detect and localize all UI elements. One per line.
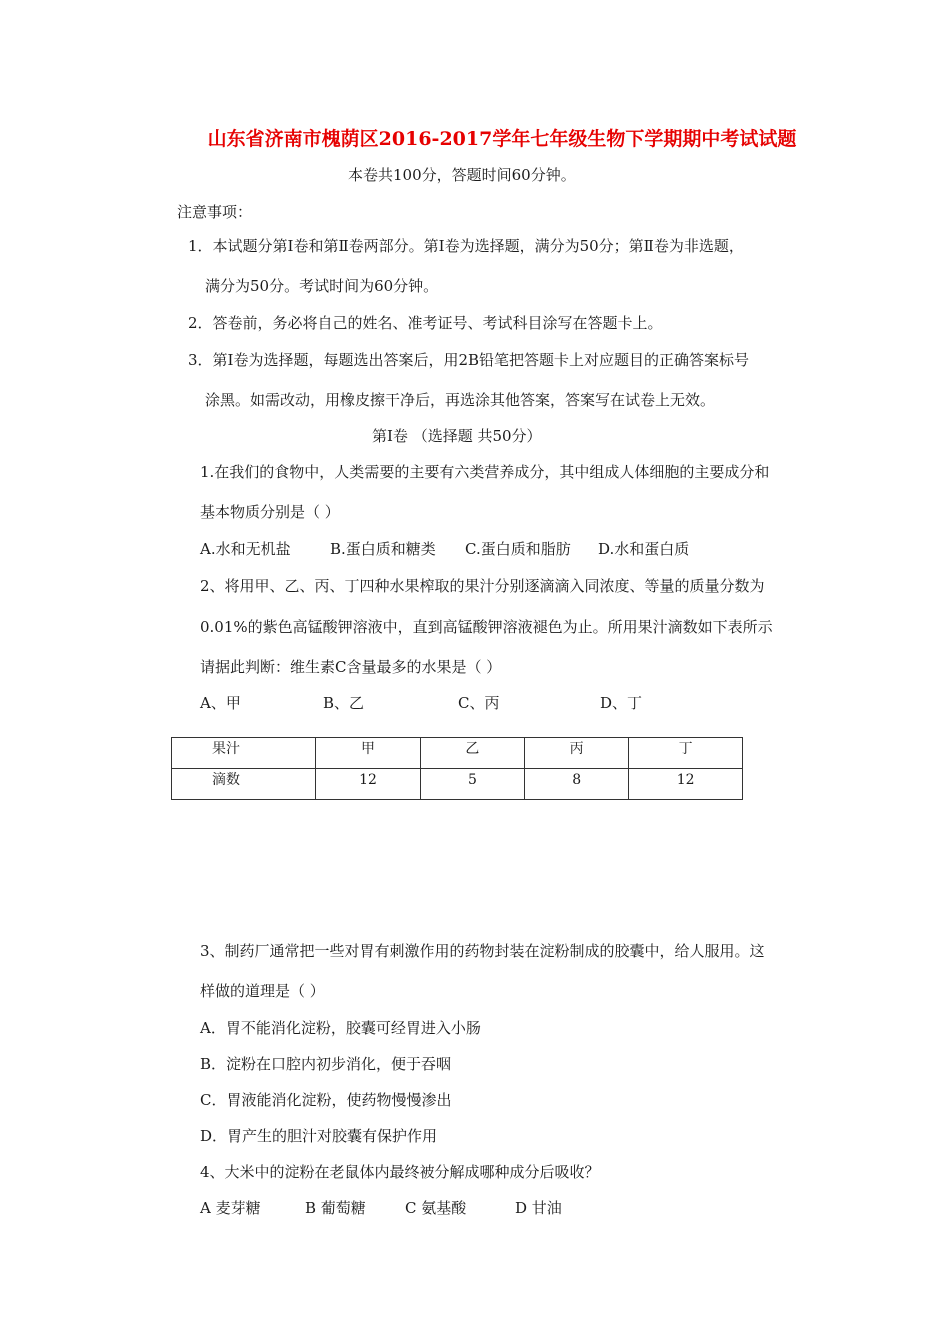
table-header-row xyxy=(172,738,743,769)
q2-option-b: B、乙 xyxy=(323,694,365,712)
notice-item-1-cont: 满分为50分。考试时间为60分钟。 xyxy=(205,277,439,295)
q3-option-a: A．胃不能消化淀粉，胶囊可经胃进入小肠 xyxy=(200,1019,481,1037)
notice-item-1: 1．本试题分第Ⅰ卷和第Ⅱ卷两部分。第Ⅰ卷为选择题，满分为50分；第Ⅱ卷为非选题， xyxy=(188,237,744,255)
q4-option-c: C 氨基酸 xyxy=(405,1199,467,1217)
q2-line-1: 2、将用甲、乙、丙、丁四种水果榨取的果汁分别逐滴滴入同浓度、等量的质量分数为 xyxy=(200,577,765,595)
notice-item-2: 2．答卷前，务必将自己的姓名、准考证号、考试科目涂写在答题卡上。 xyxy=(188,314,663,332)
q3-option-d: D．胃产生的胆汁对胶囊有保护作用 xyxy=(200,1127,438,1145)
section-title: 第Ⅰ卷 （选择题 共50分） xyxy=(372,427,542,445)
table-cell: 12 xyxy=(629,769,743,800)
q3-option-c: C．胃液能消化淀粉，使药物慢慢渗出 xyxy=(200,1091,452,1109)
table-header-cell: 甲 xyxy=(316,738,421,769)
table-header-cell: 丁 xyxy=(629,738,743,769)
table-cell: 8 xyxy=(525,769,629,800)
q1-option-b: B.蛋白质和糖类 xyxy=(330,540,436,558)
q1-line-1: 1.在我们的食物中，人类需要的主要有六类营养成分，其中组成人体细胞的主要成分和 xyxy=(200,463,770,481)
page-title: 山东省济南市槐荫区2016-2017学年七年级生物下学期期中考试试题 xyxy=(207,128,797,150)
q1-line-2: 基本物质分别是（ ） xyxy=(200,503,340,521)
subtitle: 本卷共100分，答题时间60分钟。 xyxy=(348,166,576,184)
q2-option-d: D、丁 xyxy=(600,694,643,712)
table-header-cell: 乙 xyxy=(420,738,524,769)
fruit-juice-table xyxy=(171,737,743,800)
table-header-cell: 丙 xyxy=(525,738,629,769)
notice-item-3-cont: 涂黑。如需改动，用橡皮擦干净后，再选涂其他答案，答案写在试卷上无效。 xyxy=(205,391,716,409)
q2-line-2: 0.01%的紫色高锰酸钾溶液中，直到高锰酸钾溶液褪色为止。所用果汁滴数如下表所示 xyxy=(200,618,773,636)
q3-line-2: 样做的道理是（ ） xyxy=(200,982,325,1000)
q3-line-1: 3、制药厂通常把一些对胃有刺激作用的药物封装在淀粉制成的胶囊中，给人服用。这 xyxy=(200,942,765,960)
notice-item-3: 3．第Ⅰ卷为选择题，每题选出答案后，用2B铅笔把答题卡上对应题目的正确答案标号 xyxy=(188,351,750,369)
notice-heading: 注意事项： xyxy=(177,203,253,221)
q1-option-d: D.水和蛋白质 xyxy=(598,540,690,558)
q2-option-a: A、甲 xyxy=(200,694,241,712)
q4-option-a: A 麦芽糖 xyxy=(200,1199,261,1217)
table-header-cell: 果汁 xyxy=(172,738,316,769)
q1-option-a: A.水和无机盐 xyxy=(200,540,291,558)
q3-option-b: B．淀粉在口腔内初步消化，便于吞咽 xyxy=(200,1055,452,1073)
table-cell: 滴数 xyxy=(172,769,316,800)
table-row xyxy=(172,769,743,800)
q1-option-c: C.蛋白质和脂肪 xyxy=(465,540,571,558)
q4-option-d: D 甘油 xyxy=(515,1199,562,1217)
q4-option-b: B 葡萄糖 xyxy=(305,1199,366,1217)
q2-line-3: 请据此判断：维生素C含量最多的水果是（ ） xyxy=(200,658,502,676)
q2-option-c: C、丙 xyxy=(458,694,500,712)
q4-line: 4、大米中的淀粉在老鼠体内最终被分解成哪种成分后吸收？ xyxy=(200,1163,600,1181)
table-cell: 12 xyxy=(316,769,421,800)
table-cell: 5 xyxy=(420,769,524,800)
